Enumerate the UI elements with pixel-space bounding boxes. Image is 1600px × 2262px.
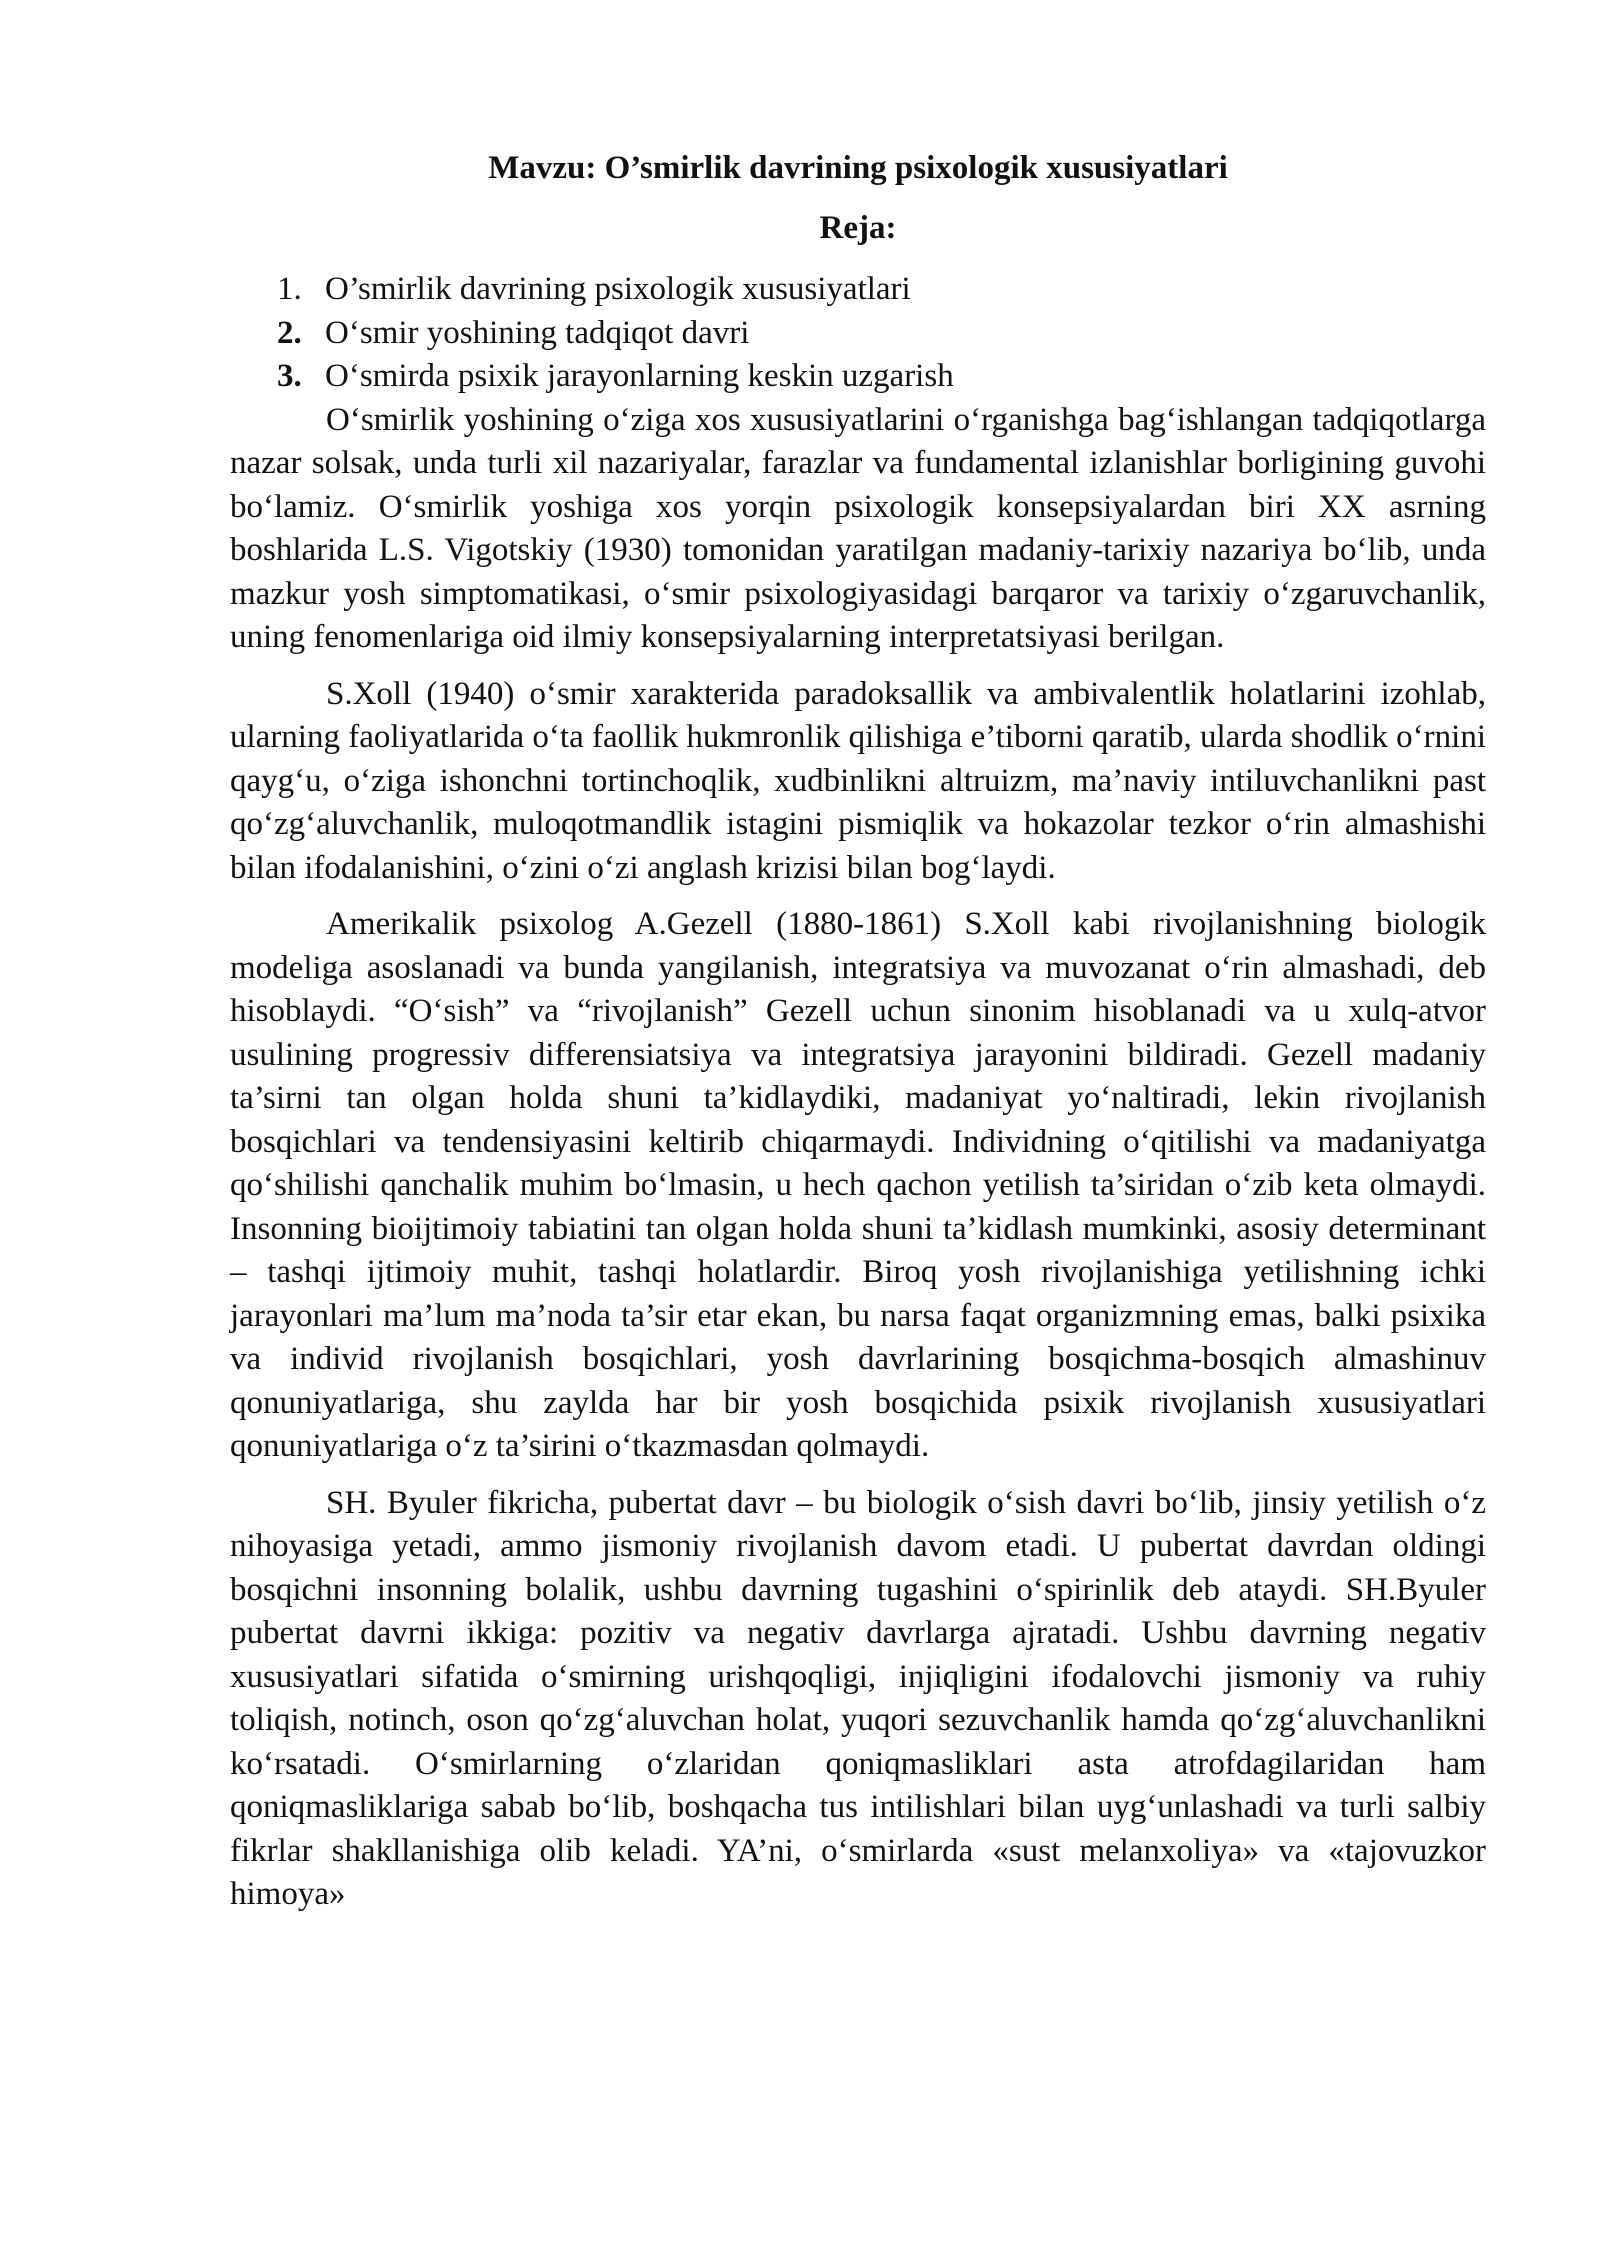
plan-item — [230, 268, 1486, 312]
body-paragraph: O‘smirlik yoshining o‘ziga xos xususiyatlarini o‘rganishga bag‘ishlangan tadqiqotlarga nazar solsak, unda turli xil nazariyalar, farazlar va fundamental izlanishlar borligining guvohi bo‘lamiz. O‘smirlik yoshiga xos yorqin psixologik konsepsiyalardan biri XX asrning boshlarida L.S. Vigotskiy (1930) tomonidan yaratilgan madaniy-tarixiy nazariya bo‘lib, unda mazkur yosh simptomatikasi, o‘smir psixologiyasidagi barqaror va tarixiy o‘zgaruvchanlik, uning fenomenlariga oid ilmiy konsepsiyalarning interpretatsiyasi berilgan. — [230, 401, 1486, 655]
plan-item-text: O’smirlik davrining psixologik xususiyatlari — [325, 271, 911, 307]
plan-item-number: 2. — [277, 314, 302, 351]
plan-item — [230, 355, 1486, 399]
body-paragraph: SH. Byuler fikricha, pubertat davr – bu biologik o‘sish davri bo‘lib, jinsiy yetilish o‘z nihoyasiga yetadi, ammo jismoniy rivojlanish davom etadi. U pubertat davrdan oldingi bosqichni insonning bolalik, ushbu davrning tugashini o‘spirinlik deb ataydi. SH.Byuler pubertat davrni ikkiga: pozitiv va negativ davrlarga ajratadi. Ushbu davrning negativ xususiyatlari sifatida o‘smirning urishqoqligi, injiqligini ifodalovchi jismoniy va ruhiy toliqish, notinch, oson qo‘zg‘aluvchan holat, yuqori sezuvchanlik hamda qo‘zg‘aluvchanlikni ko‘rsatadi. O‘smirlarning o‘zlaridan qoniqmasliklari asta atrofdagilaridan ham qoniqmasliklariga sabab bo‘lib, boshqacha tus intilishlari bilan uyg‘unlashadi va turli salbiy fikrlar shakllanishiga olib keladi. YA’ni, o‘smirlarda «sust melanxoliya» va «tajovuzkor himoya» — [230, 1484, 1486, 1912]
plan-list — [230, 268, 1486, 399]
document-title: Mavzu: O’smirlik davrining psixologik xususiyatlari — [488, 150, 1228, 186]
plan-item — [230, 312, 1486, 356]
plan-item-text: O‘smir yoshining tadqiqot davri — [325, 314, 750, 351]
plan-item-number: 1. — [277, 271, 302, 307]
plan-item-text: O‘smirda psixik jarayonlarning keskin uzgarish — [325, 358, 954, 394]
body-paragraph: Amerikalik psixolog A.Gezell (1880-1861) S.Xoll kabi rivojlanishning biologik modeliga asoslanadi va bunda yangilanish, integratsiya va muvozanat o‘rin almashadi, deb hisoblaydi. “O‘sish” va “rivojlanish” Gezell uchun sinonim hisoblanadi va u xulq-atvor usulining progressiv differensiatsiya va integratsiya jarayonini bildiradi. Gezell madaniy ta’sirni tan olgan holda shuni ta’kidlaydiki, madaniyat yo‘naltiradi, lekin rivojlanish bosqichlari va tendensiyasini keltirib chiqarmaydi. Individning o‘qitilishi va madaniyatga qo‘shilishi qanchalik muhim bo‘lmasin, u hech qachon yetilish ta’siridan o‘zib keta olmaydi. Insonning bioijtimoiy tabiatini tan olgan holda shuni ta’kidlash mumkinki, asosiy determinant – tashqi ijtimoiy muhit, tashqi holatlardir. Biroq yosh rivojlanishiga yetilishning ichki jarayonlari ma’lum ma’noda ta’sir etar ekan, bu narsa faqat organizmning emas, balki psixika va individ rivojlanish bosqichlari, yosh davrlarining bosqichma-bosqich almashinuv qonuniyatlariga, shu zaylda har bir yosh bosqichida psixik rivojlanish xususiyatlari qonuniyatlariga o‘z ta’sirini o‘tkazmasdan qolmaydi. — [230, 906, 1486, 1464]
plan-item-number: 3. — [277, 358, 302, 394]
document-body — [230, 148, 1486, 1917]
body-paragraph: S.Xoll (1940) o‘smir xarakterida paradoksallik va ambivalentlik holatlarini izohlab, ularning faoliyatlarida o‘ta faollik hukmronlik qilishiga e’tiborni qaratib, ularda shodlik o‘rnini qayg‘u, o‘ziga ishonchni tortinchoqlik, xudbinlikni altruizm, ma’naviy intiluvchanlikni past qo‘zg‘aluvchanlik, muloqotmandlik istagini pismiqlik va hokazolar tezkor o‘rin almashishi bilan ifodalanishini, o‘zini o‘zi anglash krizisi bilan bog‘laydi. — [230, 675, 1486, 886]
plan-heading: Reja: — [819, 210, 897, 246]
